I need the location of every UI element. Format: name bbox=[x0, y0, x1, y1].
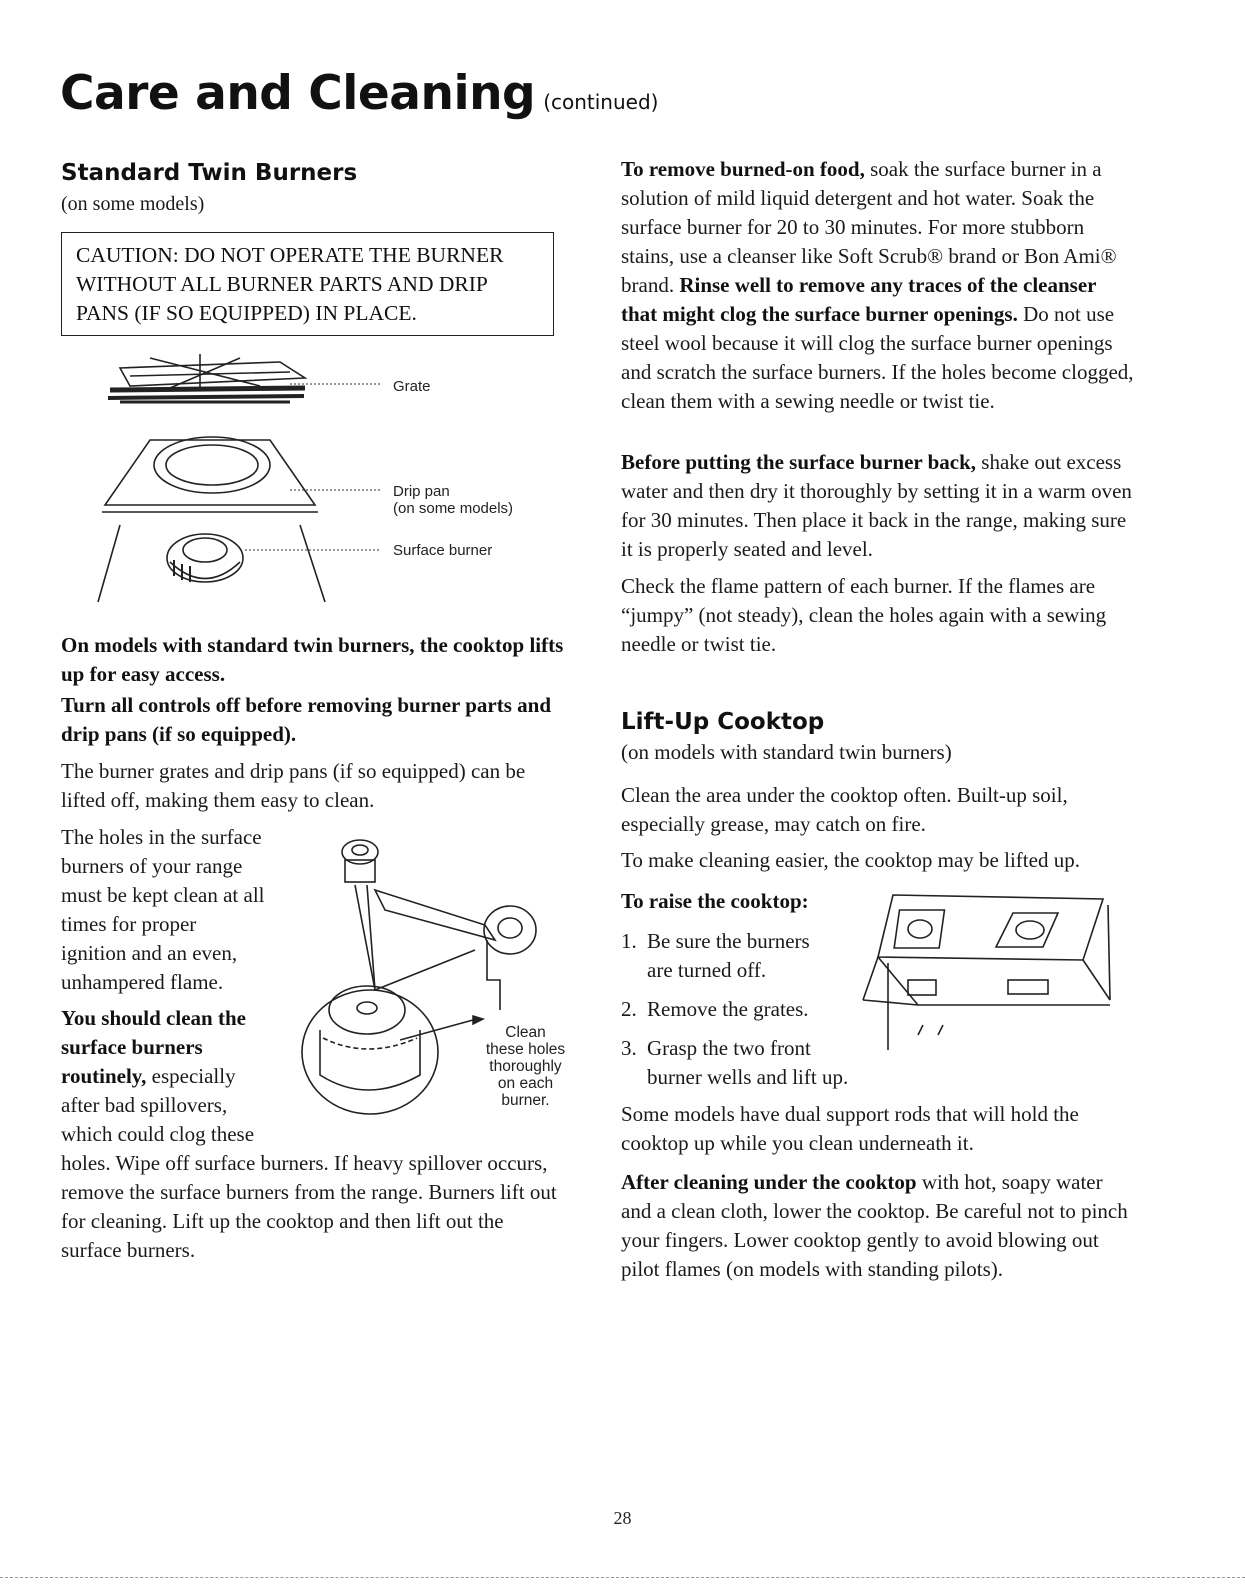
drip-pan-drawing bbox=[102, 437, 318, 512]
label-line: burner. bbox=[501, 1092, 550, 1109]
section-subheading-twin-burners: (on some models) bbox=[61, 193, 205, 215]
text-line: which could clog these bbox=[61, 1122, 255, 1146]
paragraph-support-rods: Some models have dual support rods that will hold the cooktop up while you clean underneath it. bbox=[621, 1102, 1079, 1155]
step-line: burner wells and lift up. bbox=[647, 1065, 849, 1089]
bottom-divider bbox=[0, 1577, 1245, 1578]
text-fragment: Do not use steel wool because it will clog the surface burner openings and scratch the surface burners. If the holes become clogged, clean them with a sewing needle or twist tie. bbox=[621, 302, 1134, 413]
text-line: after bad spillovers, bbox=[61, 1093, 228, 1117]
paragraph-lift-off-grates: The burner grates and drip pans (if so equipped) can be lifted off, making them easy to clean. bbox=[61, 759, 526, 812]
paragraph-wipe-burners: holes. Wipe off surface burners. If heavy spillover occurs, remove the surface burners from the range. Burners lift out for cleaning. Lift up the cooktop and then lift out the surface burners. bbox=[61, 1151, 557, 1262]
paragraph-putting-back bbox=[621, 448, 1136, 564]
paragraph-easier-cleaning: To make cleaning easier, the cooktop may be lifted up. bbox=[621, 848, 1080, 872]
raise-cooktop-steps bbox=[621, 927, 871, 1092]
label-line: these holes bbox=[485, 1041, 566, 1058]
lift-up-cooktop-illustration bbox=[858, 885, 1118, 1055]
bold-line: surface burners bbox=[61, 1035, 203, 1059]
bold-line: You should clean the bbox=[61, 1006, 246, 1030]
label-line: Clean bbox=[505, 1024, 546, 1041]
section-heading-twin-burners: Standard Twin Burners bbox=[61, 160, 358, 186]
caution-line: PANS (IF SO EQUIPPED) IN PLACE. bbox=[76, 301, 417, 325]
bold-text-controls-off: Turn all controls off before removing burner parts and drip pans (if so equipped). bbox=[61, 693, 552, 746]
text-line: times for proper bbox=[61, 912, 197, 936]
step-line: Grasp the two front bbox=[647, 1036, 811, 1060]
text-fragment: shake out excess water and then dry it thoroughly by setting it in a warm oven for 30 minutes. Then place it back in the range, making sure it is properly seated and level. bbox=[621, 450, 1132, 561]
page-number: 28 bbox=[613, 1508, 632, 1528]
section-subheading-lift-up: (on models with standard twin burners) bbox=[621, 740, 952, 764]
step-line: Remove the grates. bbox=[647, 997, 809, 1021]
burner-parts-illustration bbox=[90, 340, 390, 610]
step-number: 2. bbox=[621, 997, 637, 1021]
text-line: unhampered flame. bbox=[61, 970, 224, 994]
text-line: must be kept clean at all bbox=[61, 883, 265, 907]
step-number: 3. bbox=[621, 1036, 637, 1060]
page-title bbox=[60, 66, 658, 121]
clean-leader-arrow bbox=[400, 1016, 483, 1040]
bold-text-lift-access: On models with standard twin burners, the cooktop lifts up for easy access. bbox=[61, 633, 564, 686]
caution-line: WITHOUT ALL BURNER PARTS AND DRIP bbox=[76, 272, 488, 296]
bold-text-burned-on: To remove burned-on food, bbox=[621, 157, 865, 181]
cooktop-drawing bbox=[863, 895, 1110, 1050]
step-item bbox=[621, 995, 871, 1024]
page-title-text: Care and Cleaning bbox=[60, 66, 536, 121]
caution-line: CAUTION: DO NOT OPERATE THE BURNER bbox=[76, 243, 504, 267]
paragraph-burned-on-food bbox=[621, 155, 1136, 416]
clean-holes-label bbox=[478, 1024, 573, 1109]
caution-box bbox=[61, 232, 554, 336]
label-drip-pan-note: (on some models) bbox=[393, 500, 514, 517]
page-title-suffix: (continued) bbox=[543, 90, 659, 114]
step-line: are turned off. bbox=[647, 958, 767, 982]
step-item bbox=[621, 1034, 871, 1092]
label-line: on each bbox=[497, 1075, 554, 1092]
step-line: Be sure the burners bbox=[647, 929, 810, 953]
label-grate: Grate bbox=[393, 378, 431, 395]
label-line: thoroughly bbox=[489, 1058, 562, 1075]
grate-drawing bbox=[108, 354, 305, 402]
paragraph-lift-access bbox=[61, 631, 581, 689]
paragraph-clean-routinely bbox=[61, 1004, 306, 1149]
paragraph-clean-under-cooktop: Clean the area under the cooktop often. Built-up soil, especially grease, may catch on fire. bbox=[621, 783, 1068, 836]
bold-text-putting-back: Before putting the surface burner back, bbox=[621, 450, 977, 474]
label-surface-burner: Surface burner bbox=[393, 542, 493, 559]
step-item bbox=[621, 927, 871, 985]
text-fragment: soak the surface burner in a solution of mild liquid detergent and hot water. Soak the surface burner for 20 to 30 minutes. For more stubborn stains, use a cleanser like Soft Scrub® brand or Bon Ami® brand. bbox=[621, 157, 1117, 297]
text-line: The holes in the surface bbox=[61, 825, 262, 849]
bold-line: routinely, bbox=[61, 1064, 147, 1088]
step-number: 1. bbox=[621, 929, 637, 953]
text-fragment: with hot, soapy water and a clean cloth, lower the cooktop. Be careful not to pinch your fingers. Lower cooktop gently to avoid blowing out pilot flames (on models with standing pilots). bbox=[621, 1170, 1128, 1281]
label-drip-pan: Drip pan bbox=[393, 483, 450, 500]
raise-cooktop-heading bbox=[621, 887, 861, 916]
text-line: ignition and an even, bbox=[61, 941, 238, 965]
text-fragment: especially bbox=[151, 1064, 236, 1088]
section-heading-lift-up-cooktop: Lift-Up Cooktop bbox=[621, 709, 825, 735]
paragraph-flame-pattern: Check the flame pattern of each burner. If the flames are “jumpy” (not steady), clean the holes again with a sewing needle or twist tie. bbox=[621, 574, 1107, 656]
paragraph-after-cleaning bbox=[621, 1168, 1136, 1284]
text-line: burners of your range bbox=[61, 854, 243, 878]
bold-text-after-cleaning: After cleaning under the cooktop bbox=[621, 1170, 917, 1194]
paragraph-keep-holes-clean bbox=[61, 823, 306, 997]
paragraph-turn-controls-off bbox=[61, 691, 581, 749]
bold-text-rinse: Rinse well to remove any traces of the cleanser that might clog the surface burner openings. bbox=[621, 273, 1097, 326]
bold-text-raise: To raise the cooktop: bbox=[621, 889, 809, 913]
surface-burner-drawing bbox=[98, 525, 325, 602]
leader-lines bbox=[245, 384, 380, 550]
